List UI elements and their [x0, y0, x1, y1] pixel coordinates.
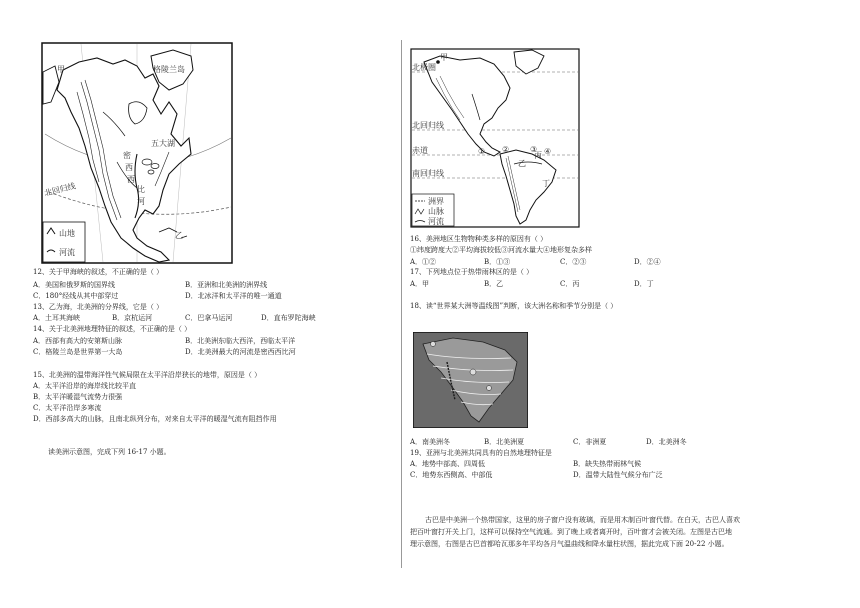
label-mi: 密	[123, 151, 131, 160]
map2-label-c2: ②	[502, 145, 510, 154]
label-yi: 乙	[175, 231, 183, 240]
map2-label-bing: 丙	[534, 151, 542, 160]
north-america-map	[41, 42, 233, 264]
legend-mountain: 山地	[59, 229, 75, 238]
q16-option-c[interactable]: C．②③	[560, 258, 587, 266]
q19-option-d[interactable]: D．温带大陆性气候分布广泛	[573, 471, 663, 479]
map2-label-c3: ③	[530, 145, 538, 154]
q15-option-a[interactable]: A．太平洋沿岸的海岸线比较平直	[33, 382, 137, 390]
read-note-16-17: 读美洲示意图，完成下列 16-17 小题。	[48, 448, 171, 456]
q17-option-b[interactable]: B．乙	[484, 280, 504, 288]
isotherm-map-figure	[413, 332, 528, 428]
map2-label-arctic: 北极圈	[412, 63, 436, 72]
map1-legend	[43, 222, 85, 262]
q18-stem: 18、读“世界某大洲等温线图”判断，该大洲名称和季节分别是（ ）	[410, 302, 618, 310]
q12-option-a[interactable]: A．美国和俄罗斯的国界线	[33, 281, 116, 289]
legend2-mountain: 山脉	[428, 207, 444, 216]
map2-label-ding: 丁	[542, 179, 550, 188]
q12-stem: 12、关于甲海峡的叙述，不正确的是（ ）	[33, 268, 164, 276]
map2-label-tropic-n: 北回归线	[412, 121, 444, 130]
q16-option-b[interactable]: B．①③	[484, 258, 511, 266]
q17-option-a[interactable]: A．甲	[410, 280, 430, 288]
q15-stem: 15、北美洲的温带海洋性气候局限在太平洋沿岸狭长的地带，原因是（ ）	[33, 371, 262, 379]
label-great-lakes: 五大湖	[151, 139, 175, 148]
q14-option-a[interactable]: A．西部有高大的安第斯山脉	[33, 337, 123, 345]
label-jia: 甲	[57, 65, 65, 74]
q18-option-d[interactable]: D．北美洲冬	[646, 438, 687, 446]
q18-option-c[interactable]: C．非洲夏	[573, 438, 607, 446]
label-xi: 西	[125, 163, 133, 172]
column-divider	[401, 40, 402, 568]
q14-option-d[interactable]: D．北美洲最大的河流是密西西比河	[185, 348, 296, 356]
map2-label-equator: 赤道	[412, 146, 428, 155]
label-xi2: 西	[127, 175, 135, 184]
q16-option-d[interactable]: D．②④	[634, 258, 661, 266]
label-bi: 比	[137, 185, 145, 194]
q12-option-b[interactable]: B．亚洲和北美洲的洲界线	[185, 281, 268, 289]
label-greenland: 格陵兰岛	[153, 65, 185, 74]
cuba-paragraph-line2: 把百叶窗打开关上门，这样可以保持空气流通。到了晚上或者离开时，百叶窗才会被关闭。左图是古巴地	[410, 528, 732, 536]
q15-option-b[interactable]: B．太平洋暖湿气流势力很强	[33, 393, 123, 401]
map2-label-yi: 乙	[518, 159, 526, 168]
map2-label-c4: ④	[544, 147, 552, 156]
q12-option-d[interactable]: D．北冰洋和太平洋的唯一通道	[185, 292, 282, 300]
legend2-river: 河流	[428, 217, 444, 226]
legend-river: 河流	[59, 248, 75, 257]
q16-option-a[interactable]: A．①②	[410, 258, 437, 266]
q12-option-c[interactable]: C．180°经线从其中部穿过	[33, 292, 119, 300]
q16-conditions: ①纬度跨度大②平均海拔较低③河流水量大④地形复杂多样	[410, 246, 592, 254]
q19-stem: 19、亚洲与北美洲共同具有的自然地理特征是	[410, 449, 552, 457]
q13-option-d[interactable]: D．直布罗陀海峡	[261, 314, 316, 322]
map2-label-c1: ①	[478, 147, 486, 156]
label-he: 河	[137, 197, 145, 206]
q17-option-d[interactable]: D．丁	[634, 280, 654, 288]
q17-option-c[interactable]: C．丙	[560, 280, 580, 288]
q15-option-c[interactable]: C．太平洋沿岸多寒流	[33, 404, 102, 412]
q18-option-b[interactable]: B．北美洲夏	[484, 438, 525, 446]
q19-option-c[interactable]: C．地势东西侧高、中部低	[410, 471, 493, 479]
q14-option-c[interactable]: C．格陵兰岛是世界第一大岛	[33, 348, 123, 356]
americas-map-figure	[410, 48, 580, 228]
isotherm-map-photo	[413, 332, 528, 428]
q18-option-a[interactable]: A．南美洲冬	[410, 438, 451, 446]
legend2-border: 洲界	[428, 197, 444, 206]
q13-option-b[interactable]: B．京杭运河	[112, 314, 153, 322]
q13-stem: 13、乙为海，北美洲的分界线，它是（ ）	[33, 303, 164, 311]
q17-stem: 17、下列地点位于热带雨林区的是（ ）	[410, 268, 534, 276]
north-america-map-figure	[41, 42, 233, 264]
q14-stem: 14、关于北美洲地理特征的叙述，不正确的是（ ）	[33, 325, 192, 333]
label-tropic-cancer: 北回归线	[43, 181, 77, 198]
q16-stem: 16、美洲地区生物物种类多样的原因有（ ）	[410, 235, 548, 243]
map2-label-jia: 甲	[440, 53, 448, 62]
cuba-paragraph-line1: 古巴是中美洲一个热带国家，这里的房子窗户没有玻璃，而是用木制百叶窗代替。在白天，古巴人喜欢	[425, 516, 740, 524]
q13-option-c[interactable]: C．巴拿马运河	[185, 314, 233, 322]
americas-map	[410, 48, 580, 228]
q19-option-b[interactable]: B．缺失热带雨林气候	[573, 460, 642, 468]
map2-label-tropic-s: 南回归线	[412, 169, 444, 178]
q15-option-d[interactable]: D．西部多高大的山脉，且南北纵列分布，对来自太平洋的暖湿气流有阻挡作用	[33, 415, 277, 423]
cuba-paragraph-line3: 理示意图，右图是古巴首都哈瓦那多年平均各月气温曲线和降水量柱状图，据此完成下面 20-22 小题。	[410, 540, 729, 548]
q13-option-a[interactable]: A．土耳其海峡	[33, 314, 81, 322]
map2-legend	[412, 194, 454, 226]
q14-option-b[interactable]: B．北美洲东临大西洋，西临太平洋	[185, 337, 296, 345]
q19-option-a[interactable]: A．地势中部高、四周低	[410, 460, 486, 468]
